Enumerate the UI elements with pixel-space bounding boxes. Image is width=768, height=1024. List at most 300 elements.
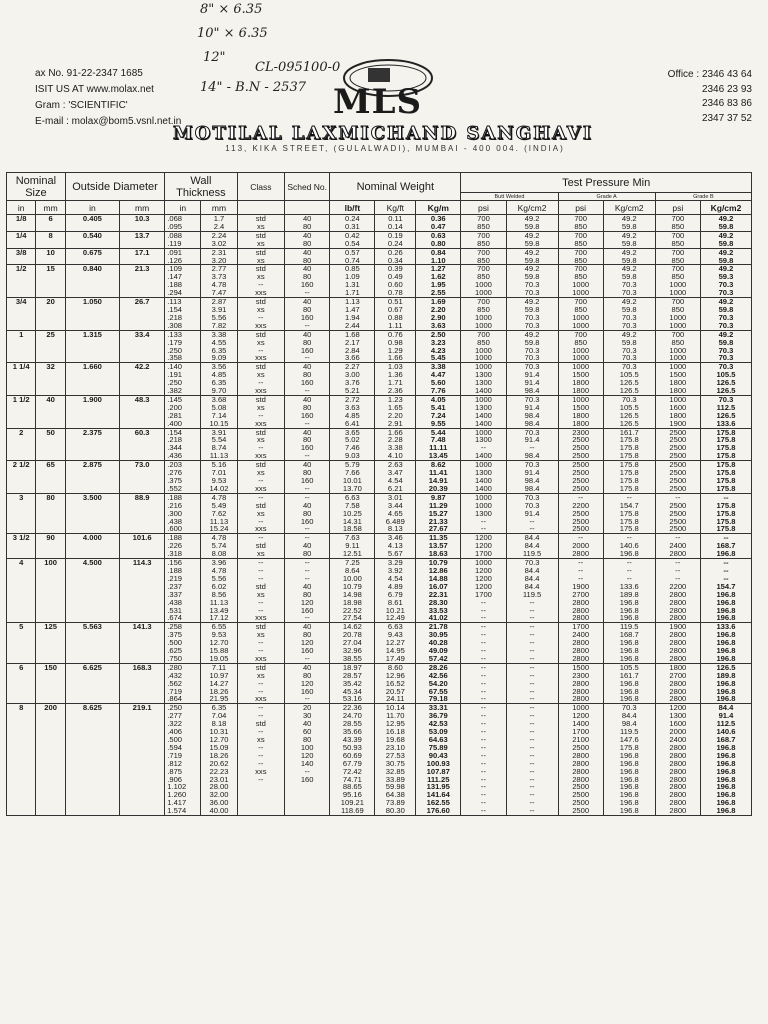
table-cell: 1800 2700 2800 2800 2800 xyxy=(655,663,700,704)
table-cell: -- 40 80 160 -- xyxy=(285,493,330,534)
table-cell: 0.19 0.24 xyxy=(375,231,416,248)
table-cell: 175.8 175.8 175.8 175.8 xyxy=(700,461,751,494)
table-cell: 6.625 xyxy=(65,663,119,704)
table-cell: 1.7 2.4 xyxy=(201,215,237,232)
table-cell: 6 xyxy=(7,663,36,704)
table-cell: -- -- -- -- -- xyxy=(506,663,558,704)
table-cell: 1000 1200 1400 1700 2100 2500 2800 2800 2800 2800 2500 2500 2500 2500 xyxy=(558,704,603,816)
table-cell: 40 80 160 -- xyxy=(285,428,330,461)
table-cell: 0.840 xyxy=(65,265,119,298)
table-cell: 70.3 91.4 -- 98.4 xyxy=(506,428,558,461)
table-cell: 700 850 xyxy=(461,215,506,232)
table-cell: 1.69 2.20 2.90 3.63 xyxy=(416,298,461,331)
table-cell: -- 40 80 xyxy=(285,534,330,559)
table-cell: -- 175.8 175.8 175.8 175.8 xyxy=(700,493,751,534)
table-cell: 1000 1000 1300 -- -- xyxy=(461,493,506,534)
table-cell: 0.675 xyxy=(65,248,119,265)
table-cell: 2500 2500 2500 2500 xyxy=(655,461,700,494)
table-cell: 40 80 120 160 -- xyxy=(285,663,330,704)
header-class: Class xyxy=(237,173,284,201)
table-cell: 13.7 xyxy=(120,231,165,248)
table-cell: 5.563 xyxy=(65,623,119,664)
table-cell: 14.62 20.78 27.04 32.96 38.55 xyxy=(330,623,375,664)
table-cell: std xs -- xxs xyxy=(237,298,284,331)
company-name: MOTILAL LAXMICHAND SANGHAVI xyxy=(172,123,594,144)
website: ISIT US AT www.molax.net xyxy=(35,84,154,95)
table-cell: 0.63 0.80 xyxy=(416,231,461,248)
company-address: 113, KIKA STREET, (GULALWADI), MUMBAI - 400 004. (INDIA) xyxy=(225,144,565,153)
table-cell: 8.60 12.96 16.52 20.57 24.11 xyxy=(375,663,416,704)
table-cell: 150 xyxy=(36,663,65,704)
table-cell: -- -- -- -- -- -- -- -- -- -- -- -- -- -- xyxy=(506,704,558,816)
table-cell: 0.26 0.34 xyxy=(375,248,416,265)
table-cell: 3 1/2 xyxy=(7,534,36,559)
table-cell: 126.5 189.8 196.8 196.8 196.8 xyxy=(700,663,751,704)
table-cell: 0.84 1.10 xyxy=(416,248,461,265)
table-cell: 49.2 59.8 xyxy=(506,215,558,232)
table-cell: .154 .218 .344 .436 xyxy=(165,428,201,461)
office-phones xyxy=(640,68,752,126)
table-cell: 8.62 11.41 14.91 20.39 xyxy=(416,461,461,494)
unit-header: mm xyxy=(201,201,237,215)
table-cell: 6.63 9.43 12.27 14.95 17.49 xyxy=(375,623,416,664)
table-row xyxy=(7,363,752,396)
table-cell: 49.2 59.8 xyxy=(700,215,751,232)
table-cell: 1000 1500 1800 1800 xyxy=(558,363,603,396)
table-cell: 1.23 1.65 2.20 2.91 xyxy=(375,395,416,428)
unit-header: Kg/ft xyxy=(375,201,416,215)
table-cell: 2.50 3.23 4.23 5.45 xyxy=(416,330,461,363)
unit-header: psi xyxy=(558,201,603,215)
table-cell: 1 1/2 xyxy=(7,395,36,428)
table-row xyxy=(7,248,752,265)
table-cell: 10.79 12.86 14.88 16.07 22.31 28.30 33.53 41.02 xyxy=(416,559,461,623)
table-cell: std xs xyxy=(237,215,284,232)
table-row xyxy=(7,493,752,534)
table-row xyxy=(7,428,752,461)
table-cell: 33.4 xyxy=(120,330,165,363)
table-cell: -- 168.7 196.8 xyxy=(700,534,751,559)
table-cell: 40 80 160 -- xyxy=(285,298,330,331)
table-cell: 1.03 1.36 1.71 2.36 xyxy=(375,363,416,396)
table-cell: -- -- -- -- -- -- -- -- -- -- -- -- -- -- xyxy=(461,704,506,816)
table-cell: 1.050 xyxy=(65,298,119,331)
header-outside-diameter: Outside Diameter xyxy=(65,173,164,201)
table-row xyxy=(7,231,752,248)
table-cell: 3.46 4.13 5.67 xyxy=(375,534,416,559)
table-cell: 10.3 xyxy=(120,215,165,232)
table-cell: 0.76 0.98 1.29 1.66 xyxy=(375,330,416,363)
table-cell: 168.3 xyxy=(120,663,165,704)
table-cell: 32 xyxy=(36,363,65,396)
table-cell: 700 850 xyxy=(461,248,506,265)
table-cell: 40 80 160 -- xyxy=(285,265,330,298)
table-cell: 40 xyxy=(36,395,65,428)
unit-header: mm xyxy=(120,201,165,215)
office-label: Office : 2346 43 64 xyxy=(667,69,752,80)
table-row xyxy=(7,215,752,232)
table-cell: 700 850 xyxy=(558,231,603,248)
table-cell: 3 xyxy=(7,493,36,534)
table-cell: 3/8 xyxy=(7,248,36,265)
header-sched-no: Sched No. xyxy=(285,173,330,201)
table-cell: 88.9 xyxy=(120,493,165,534)
table-cell: 49.2 59.8 70.3 70.3 xyxy=(506,330,558,363)
table-cell: 3.68 5.08 7.14 10.15 xyxy=(201,395,237,428)
table-cell: 1.315 xyxy=(65,330,119,363)
table-cell: std xs -- xxs xyxy=(237,265,284,298)
table-cell: 4 xyxy=(7,559,36,623)
table-cell: .188 .226 .318 xyxy=(165,534,201,559)
header-grade-b: Grade B xyxy=(655,193,751,201)
table-cell: 15 xyxy=(36,265,65,298)
table-cell: std xs -- xxs xyxy=(237,461,284,494)
table-cell: 1000 1200 1200 1200 1700 -- -- -- xyxy=(461,559,506,623)
table-cell: 2500 2500 2500 2500 xyxy=(558,461,603,494)
table-cell: 175.8 175.8 175.8 175.8 xyxy=(700,428,751,461)
header-wall-thickness: Wall Thickness xyxy=(165,173,237,201)
table-cell: 8.625 xyxy=(65,704,119,816)
table-cell: 1/8 xyxy=(7,215,36,232)
table-cell: 3/4 xyxy=(7,298,36,331)
table-cell: 0.11 0.14 xyxy=(375,215,416,232)
table-cell: 3.38 4.47 5.60 7.76 xyxy=(416,363,461,396)
table-cell: .280 .432 .562 .719 .864 xyxy=(165,663,201,704)
table-cell: 1000 1300 1400 1400 xyxy=(461,395,506,428)
table-cell: 73.0 xyxy=(120,461,165,494)
table-cell: 5 xyxy=(7,623,36,664)
table-cell: 70.3 84.4 98.4 119.5 147.6 175.8 196.8 196.8 196.8 196.8 196.8 196.8 196.8 196.8 xyxy=(603,704,655,816)
header-test-pressure: Test Pressure Min xyxy=(461,173,752,193)
table-cell: 1000 1600 1800 1900 xyxy=(655,395,700,428)
table-cell: 40 80 xyxy=(285,248,330,265)
table-cell: 80 xyxy=(36,493,65,534)
table-cell: 4.000 xyxy=(65,534,119,559)
email: E-mail : molax@bom5.vsnl.net.in xyxy=(35,116,182,127)
table-cell: 105.5 161.7 196.8 196.8 196.8 xyxy=(603,663,655,704)
table-cell: -- -- -- 154.7 196.8 196.8 196.8 196.8 xyxy=(700,559,751,623)
unit-header: Kg/cm2 xyxy=(603,201,655,215)
table-cell: -- -- -- 133.6 189.8 196.8 196.8 196.8 xyxy=(603,559,655,623)
table-cell: 70.3 91.4 91.4 98.4 xyxy=(506,363,558,396)
table-cell: 4.78 5.74 8.08 xyxy=(201,534,237,559)
table-cell: 40 80 160 -- xyxy=(285,330,330,363)
table-cell: 1/4 xyxy=(7,231,36,248)
table-cell: 6.55 9.53 12.70 15.88 19.05 xyxy=(201,623,237,664)
table-row xyxy=(7,704,752,816)
table-cell: .145 .200 .281 .400 xyxy=(165,395,201,428)
table-cell: .250 .277 .322 .406 .500 .594 .719 .812 .875 .906 1.102 1.260 1.417 1.574 xyxy=(165,704,201,816)
table-cell: 1700 2400 2800 2800 2800 xyxy=(558,623,603,664)
table-row xyxy=(7,265,752,298)
table-cell: -- 140.6 196.8 xyxy=(603,534,655,559)
header-butt-welded: Butt Welded xyxy=(461,193,558,201)
table-cell: 49.2 59.8 70.3 70.3 xyxy=(603,330,655,363)
table-cell: 3.65 5.02 7.46 9.03 xyxy=(330,428,375,461)
table-cell: 49.2 59.8 70.3 70.3 xyxy=(603,265,655,298)
table-cell: 20 30 40 60 80 100 120 140 -- 160 xyxy=(285,704,330,816)
table-cell: std xs -- -- xxs xyxy=(237,663,284,704)
table-cell: 20 xyxy=(36,298,65,331)
table-cell: 49.2 59.8 xyxy=(603,215,655,232)
unit-header: Kg/cm2 xyxy=(700,201,751,215)
table-cell: 2 1/2 xyxy=(7,461,36,494)
table-cell: 40 80 xyxy=(285,215,330,232)
table-cell: 700 850 xyxy=(461,231,506,248)
table-cell: 70.3 84.4 84.4 84.4 119.5 -- -- -- xyxy=(506,559,558,623)
table-cell: -- -- -- 1900 2700 2800 2800 2800 xyxy=(558,559,603,623)
table-row xyxy=(7,395,752,428)
table-cell: 2.87 3.91 5.56 7.82 xyxy=(201,298,237,331)
table-cell: 2.375 xyxy=(65,428,119,461)
header-nominal-weight: Nominal Weight xyxy=(330,173,461,201)
table-cell: 1.68 2.17 2.84 3.66 xyxy=(330,330,375,363)
table-cell: 49.2 59.8 xyxy=(700,248,751,265)
table-cell: 2300 2500 2500 2500 xyxy=(558,428,603,461)
table-cell: 7.25 8.64 10.00 10.79 14.98 18.98 22.52 27.54 xyxy=(330,559,375,623)
table-cell: 1.27 1.62 1.95 2.55 xyxy=(416,265,461,298)
table-cell: .156 .188 .219 .237 .337 .438 .531 .674 xyxy=(165,559,201,623)
table-row xyxy=(7,298,752,331)
table-cell: 50 xyxy=(36,428,65,461)
table-cell: 60.3 xyxy=(120,428,165,461)
table-cell: 700 850 xyxy=(655,231,700,248)
table-cell: 114.3 xyxy=(120,559,165,623)
table-cell: std xs -- xxs xyxy=(237,428,284,461)
table-cell: 49.2 59.8 xyxy=(506,231,558,248)
table-cell: 70.3 105.5 126.5 126.5 xyxy=(603,395,655,428)
table-cell: 700 850 1000 1000 xyxy=(558,265,603,298)
table-cell: 1200 1300 1600 2000 2400 2800 2800 2800 2800 2800 2800 2800 2800 2800 xyxy=(655,704,700,816)
table-cell: -- -- -- -- -- xyxy=(461,623,506,664)
unit-header: psi xyxy=(461,201,506,215)
table-row xyxy=(7,623,752,664)
table-cell: 0.36 0.47 xyxy=(416,215,461,232)
table-cell: 133.6 196.8 196.8 196.8 196.8 xyxy=(700,623,751,664)
table-cell: -- -- -- 2200 2800 2800 2800 2800 xyxy=(655,559,700,623)
table-cell: 2.72 3.63 4.85 6.41 xyxy=(330,395,375,428)
table-cell: 21.78 30.95 40.28 49.09 57.42 xyxy=(416,623,461,664)
table-cell: 40 80 120 160 -- xyxy=(285,623,330,664)
table-cell: 700 850 1000 1000 xyxy=(655,330,700,363)
table-cell: 1900 2800 2800 2800 2800 xyxy=(655,623,700,664)
table-cell: 40 80 160 -- xyxy=(285,363,330,396)
table-cell: 40 80 160 -- xyxy=(285,461,330,494)
table-cell: 1000 1300 1300 1400 xyxy=(461,363,506,396)
table-cell: .140 .191 .250 .382 xyxy=(165,363,201,396)
table-cell: 49.2 59.8 xyxy=(603,248,655,265)
table-cell: 4.05 5.41 7.24 9.55 xyxy=(416,395,461,428)
handwritten-note-3: 12" xyxy=(203,50,226,65)
table-cell: 1.13 1.47 1.94 2.44 xyxy=(330,298,375,331)
table-cell: 84.4 84.4 119.5 xyxy=(506,534,558,559)
table-cell: 700 850 xyxy=(558,215,603,232)
table-cell: 175.8 175.8 175.8 175.8 xyxy=(603,461,655,494)
table-cell: 0.57 0.74 xyxy=(330,248,375,265)
table-cell: 49.2 59.8 xyxy=(700,231,751,248)
table-cell: 8 xyxy=(7,704,36,816)
table-cell: 125 xyxy=(36,623,65,664)
table-cell: -- -- -- -- -- xyxy=(506,623,558,664)
table-cell: 700 850 1000 1000 xyxy=(558,298,603,331)
table-cell: std xs xyxy=(237,248,284,265)
table-cell: 700 850 xyxy=(558,248,603,265)
unit-header: psi xyxy=(655,201,700,215)
table-cell: -- 2000 2800 xyxy=(558,534,603,559)
table-cell: 700 850 1000 1000 xyxy=(461,298,506,331)
table-cell: 40 80 160 -- xyxy=(285,395,330,428)
table-cell: 0.540 xyxy=(65,231,119,248)
table-cell: 70.3 105.5 126.5 126.5 xyxy=(700,363,751,396)
table-cell: 700 850 xyxy=(655,248,700,265)
table-cell: 90 xyxy=(36,534,65,559)
table-cell: 4.78 5.49 7.62 11.13 15.24 xyxy=(201,493,237,534)
table-cell: -- 154.7 175.8 175.8 175.8 xyxy=(603,493,655,534)
table-cell: 1000 1300 -- 1400 xyxy=(461,428,506,461)
office-number: 2346 83 86 xyxy=(701,98,752,109)
office-number: 2346 23 93 xyxy=(701,83,752,95)
table-cell: 49.2 59.8 70.3 70.3 xyxy=(506,265,558,298)
telegram: Gram : 'SCIENTIFIC' xyxy=(35,100,128,111)
table-cell: 0.24 0.31 xyxy=(330,215,375,232)
table-cell: 5.79 7.66 10.01 13.70 xyxy=(330,461,375,494)
table-cell: -- -- -- 40 80 120 160 -- xyxy=(285,559,330,623)
table-cell: 1000 1300 1400 1400 xyxy=(461,461,506,494)
table-cell: 5.16 7.01 9.53 14.02 xyxy=(201,461,237,494)
table-row xyxy=(7,330,752,363)
table-cell: .258 .375 .500 .625 .750 xyxy=(165,623,201,664)
table-cell: 4.500 xyxy=(65,559,119,623)
table-cell: std xs -- xxs xyxy=(237,395,284,428)
table-cell: .203 .276 .375 .552 xyxy=(165,461,201,494)
table-cell: 2.875 xyxy=(65,461,119,494)
table-cell: .113 .154 .218 .308 xyxy=(165,298,201,331)
fax-number: ax No. 91-22-2347 1685 xyxy=(35,68,143,79)
table-cell: 26.7 xyxy=(120,298,165,331)
table-cell: -- 2400 2800 xyxy=(655,534,700,559)
unit-header: in xyxy=(65,201,119,215)
table-cell: .068 .095 xyxy=(165,215,201,232)
table-cell: 84.4 91.4 112.5 140.6 168.7 196.8 196.8 196.8 196.8 196.8 196.8 196.8 196.8 196.8 xyxy=(700,704,751,816)
table-cell: 3.96 4.78 5.56 6.02 8.56 11.13 13.49 17.12 xyxy=(201,559,237,623)
table-cell: 49.2 59.8 70.3 70.3 xyxy=(506,298,558,331)
table-cell: 2.77 3.73 4.78 7.47 xyxy=(201,265,237,298)
table-cell: std xs -- xxs xyxy=(237,330,284,363)
table-cell: 2.31 3.20 xyxy=(201,248,237,265)
table-cell: 0.51 0.67 0.88 1.11 xyxy=(375,298,416,331)
table-row xyxy=(7,663,752,704)
table-cell: 1500 2300 2800 2800 2800 xyxy=(558,663,603,704)
table-cell: 1.660 xyxy=(65,363,119,396)
table-cell: 1.900 xyxy=(65,395,119,428)
table-cell: 49.2 59.8 70.3 70.3 xyxy=(700,330,751,363)
table-row xyxy=(7,461,752,494)
table-cell: -- 2200 2500 2500 2500 xyxy=(558,493,603,534)
table-cell: -- std xs -- xxs xyxy=(237,493,284,534)
table-cell: 141.3 xyxy=(120,623,165,664)
table-cell: -- -- std -- xs -- -- -- xxs -- xyxy=(237,704,284,816)
table-cell: 700 850 1000 1000 xyxy=(558,330,603,363)
table-cell: 7.11 10.97 14.27 18.26 21.95 xyxy=(201,663,237,704)
table-cell: 70.3 91.4 98.4 98.4 xyxy=(506,395,558,428)
table-cell: 11.35 13.57 18.63 xyxy=(416,534,461,559)
unit-header xyxy=(285,201,330,215)
table-cell: -- -- -- -- -- xyxy=(461,663,506,704)
table-cell: 2 xyxy=(7,428,36,461)
table-cell: 49.2 59.8 70.3 70.3 xyxy=(700,298,751,331)
table-cell: 70.3 112.5 126.5 133.6 xyxy=(700,395,751,428)
table-cell: 49.2 59.3 70.3 70.3 xyxy=(700,265,751,298)
table-cell: 18.97 28.57 35.42 45.34 53.16 xyxy=(330,663,375,704)
table-cell: 17.1 xyxy=(120,248,165,265)
table-cell: -- std xs xyxy=(237,534,284,559)
table-cell: 1 xyxy=(7,330,36,363)
handwritten-note-2: 10" × 6.35 xyxy=(197,26,268,41)
table-cell: 70.3 70.3 91.4 -- -- xyxy=(506,493,558,534)
table-cell: 7.63 9.11 12.51 xyxy=(330,534,375,559)
table-cell: 200 xyxy=(36,704,65,816)
table-cell: 2.27 3.00 3.76 5.21 xyxy=(330,363,375,396)
table-cell: 0.42 0.54 xyxy=(330,231,375,248)
table-cell: 28.26 42.56 54.20 67.55 79.18 xyxy=(416,663,461,704)
table-cell: std xs -- -- xxs xyxy=(237,623,284,664)
table-cell: 700 850 1000 1000 xyxy=(461,265,506,298)
table-cell: -- -- -- std xs -- -- xxs xyxy=(237,559,284,623)
table-cell: 0.39 0.49 0.60 0.78 xyxy=(375,265,416,298)
table-cell: 100 xyxy=(36,559,65,623)
table-cell: 42.2 xyxy=(120,363,165,396)
unit-header: Kg/m xyxy=(416,201,461,215)
table-cell: 3.38 4.55 6.35 9.09 xyxy=(201,330,237,363)
table-cell: 3.01 3.44 4.65 6.489 8.13 xyxy=(375,493,416,534)
table-cell: 5.44 7.48 11.11 13.45 xyxy=(416,428,461,461)
unit-header xyxy=(237,201,284,215)
table-cell: 33.31 36.79 42.53 53.09 64.63 75.89 90.43 100.93 107.87 111.25 131.95 141.64 162.55 176.60 xyxy=(416,704,461,816)
table-row xyxy=(7,534,752,559)
table-cell: 1.66 2.28 3.38 4.10 xyxy=(375,428,416,461)
table-cell: 40 80 xyxy=(285,231,330,248)
table-cell: 1 1/4 xyxy=(7,363,36,396)
handwritten-note-4: CL-095100-0 xyxy=(255,60,341,75)
table-cell: 21.3 xyxy=(120,265,165,298)
table-cell: 1/2 xyxy=(7,265,36,298)
table-cell: 8 xyxy=(36,231,65,248)
unit-header: Kg/cm2 xyxy=(506,201,558,215)
pipe-dimension-table xyxy=(6,172,752,816)
table-cell: 48.3 xyxy=(120,395,165,428)
unit-header: in xyxy=(7,201,36,215)
table-cell: std xs -- xxs xyxy=(237,363,284,396)
table-cell: 10.14 11.70 12.95 16.18 19.68 23.10 27.53 30.75 32.85 33.89 59.98 64.38 73.89 80.30 xyxy=(375,704,416,816)
table-cell: 6.35 7.04 8.18 10.31 12.70 15.09 18.26 20.62 22.23 23.01 28.00 32.00 36.00 40.00 xyxy=(201,704,237,816)
logo-text: MLS xyxy=(333,82,423,122)
table-cell: 3.91 5.54 8.74 11.13 xyxy=(201,428,237,461)
unit-header: lb/ft xyxy=(330,201,375,215)
header-grade-a: Grade A xyxy=(558,193,655,201)
header-nominal-size: Nominal Size xyxy=(7,173,66,201)
table-cell: 1200 1200 1700 xyxy=(461,534,506,559)
table-cell: 2.24 3.02 xyxy=(201,231,237,248)
table-cell: 219.1 xyxy=(120,704,165,816)
table-cell: 10 xyxy=(36,248,65,265)
table-cell: 700 850 1000 1000 xyxy=(655,298,700,331)
table-cell: 3.29 3.92 4.54 4.89 6.79 8.61 10.21 12.49 xyxy=(375,559,416,623)
table-cell: 65 xyxy=(36,461,65,494)
table-cell: 0.405 xyxy=(65,215,119,232)
table-cell: 22.36 24.70 28.55 35.66 43.39 50.93 60.69 67.79 72.42 74.71 88.65 95.16 109.21 118.69 xyxy=(330,704,375,816)
table-cell: 49.2 59.8 xyxy=(603,231,655,248)
table-cell: 49.2 59.8 xyxy=(506,248,558,265)
